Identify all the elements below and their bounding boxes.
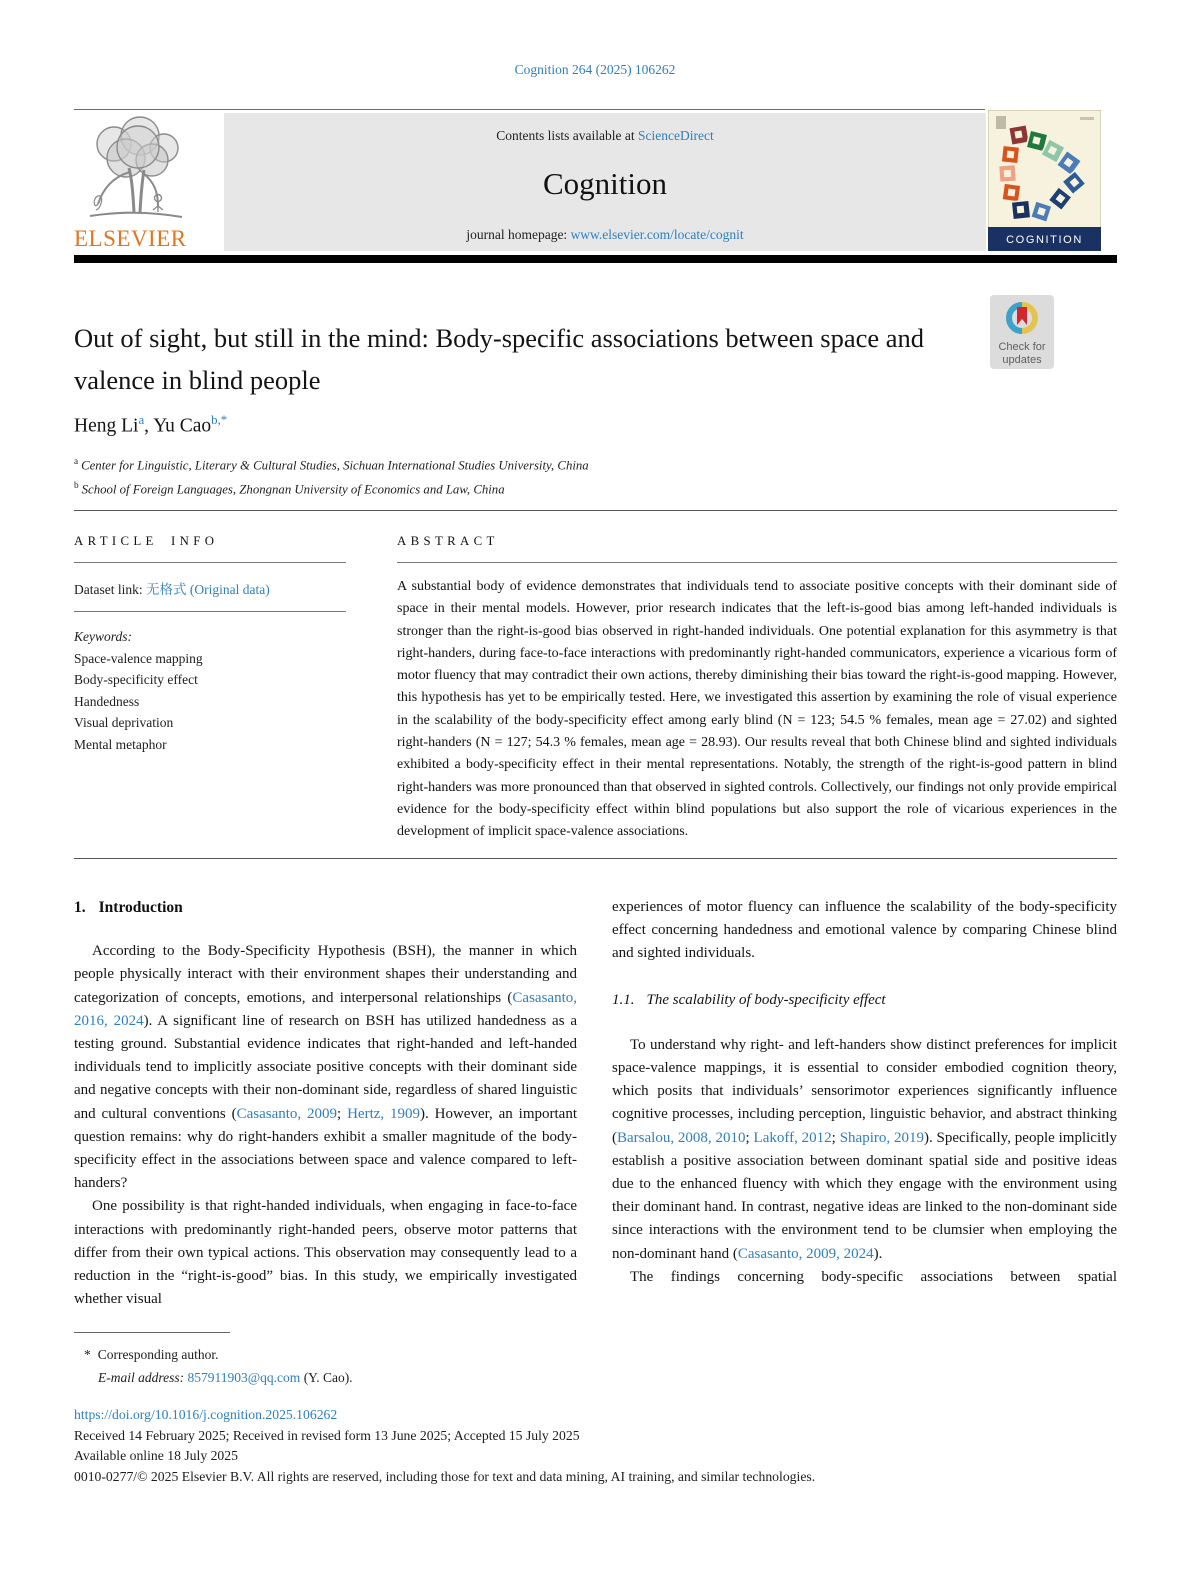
keyword-item: Body-specificity effect [74, 672, 198, 687]
abstract-rule [397, 562, 1117, 563]
header-top-rule [74, 109, 985, 110]
dataset-label: Dataset link: [74, 582, 143, 597]
info-abstract-top-rule [74, 510, 1117, 511]
authors-line [74, 413, 227, 438]
text-run: ). [873, 1245, 883, 1262]
text-run: Heng Li [74, 415, 139, 437]
contents-prefix: Contents lists available at [496, 128, 638, 143]
article-footer [74, 1405, 1117, 1487]
badge-line1: Check for [998, 341, 1046, 353]
text-run: , Yu Cao [144, 415, 212, 437]
subsection-number: 1.1. [612, 991, 635, 1008]
citation-link[interactable]: Casasanto, 2009 [236, 1105, 338, 1122]
dataset-link[interactable]: 无格式 (Original data) [145, 582, 270, 597]
available-online: Available online 18 July 2025 [74, 1448, 238, 1463]
keyword-item: Mental metaphor [74, 736, 167, 752]
affiliation-a-sup: a [74, 456, 79, 466]
footnote-block [74, 1343, 353, 1389]
received-dates: Received 14 February 2025; Received in revised form 13 June 2025; Accepted 15 July 2025 [74, 1427, 580, 1443]
journal-citation[interactable]: Cognition 264 (2025) 106262 [514, 62, 676, 77]
affiliations [74, 453, 589, 502]
affiliation-b-sup: b [74, 480, 79, 491]
corresponding-author-text: Corresponding author. [97, 1347, 219, 1362]
homepage-prefix: journal homepage: [466, 227, 571, 242]
section-heading-introduction [74, 896, 577, 919]
keywords-block [74, 626, 346, 755]
homepage-line [224, 227, 986, 243]
dataset-link-row [74, 578, 346, 598]
text-run: ; [337, 1105, 348, 1122]
scalability-paragraph-2: The findings concerning body-specific associations between spatial [630, 1268, 1117, 1285]
text-run: According to the Body-Specificity Hypothesis (BSH), the manner in which people physically interact with their environment shapes their understanding and categorization of concepts, emotions, and interpersonal relationships ( [74, 943, 577, 1006]
abstract-section [397, 534, 1117, 844]
abstract-heading: ABSTRACT [397, 534, 499, 548]
keywords-label: Keywords: [74, 629, 132, 644]
journal-cover-thumbnail[interactable] [988, 110, 1101, 251]
elsevier-tree-icon [74, 114, 198, 224]
author-superscript: a [138, 413, 145, 427]
cover-title: COGNITION [1006, 234, 1083, 246]
subsection-title: The scalability of body-specificity effect [646, 991, 886, 1008]
article-info-heading: ARTICLE INFO [74, 534, 219, 548]
citation-link[interactable]: Casasanto, 2016, 2024 [74, 989, 577, 1029]
section-number: 1. [74, 899, 86, 916]
journal-name: Cognition [542, 166, 667, 201]
badge-line2: updates [1002, 354, 1042, 366]
scalability-paragraph-1 [612, 1034, 1117, 1266]
header-divider-bar [74, 255, 1117, 263]
homepage-link[interactable]: www.elsevier.com/locate/cognit [570, 227, 744, 242]
article-title: Out of sight, but still in the mind: Body-specific associations between space and valence in blind people [74, 323, 925, 395]
text-run: ). Specifically, people implicitly establish a positive association between dominant spatial side and positive ideas due to the enhanced fluency with which they engage with the environment using their dominant hand. In contrast, negative ideas are linked to the non-dominant side since interactions with the environment tend to be clumsier when employing the non-dominant hand ( [612, 1129, 1117, 1262]
text-run: ; [831, 1129, 840, 1146]
text-run: To understand why right- and left-handers show distinct preferences for implicit space-valence mappings, it is essential to consider embodied cognition theory, which posits that individuals’ sensorimotor experiences significantly influence cognitive processes, including perception, linguistic behavior, and abstract thinking ( [612, 1036, 1117, 1146]
footnote-rule [74, 1332, 230, 1333]
citation-link[interactable]: Casasanto, 2009, 2024 [737, 1245, 874, 1262]
intro-paragraph-1 [74, 940, 577, 1195]
author-superscript: b,* [211, 413, 228, 427]
journal-header-box [224, 113, 986, 251]
elsevier-logo [74, 114, 198, 252]
text-run: ; [745, 1129, 754, 1146]
doi-link[interactable]: https://doi.org/10.1016/j.cognition.2025.106262 [74, 1407, 338, 1422]
body-left-column [74, 896, 577, 1311]
text-run: ). A significant line of research on BSH has utilized handedness as a testing ground. Substantial evidence indicates that right-handed and left-handed individuals tend to implicitly associate positive concepts with their dominant side and negative concepts with their non-dominant side, regardless of shared linguistic and cultural conventions ( [74, 1012, 578, 1122]
article-info-rule2 [74, 611, 346, 612]
email-suffix: (Y. Cao). [300, 1370, 353, 1385]
info-abstract-bottom-rule [74, 858, 1117, 859]
abstract-text: A substantial body of evidence demonstrates that individuals tend to associate positive concepts with their dominant side of space in their mental models. However, prior research indicates that the left-is-good bias among left-handed individuals is stronger than the right-is-good bias observed in right-handed individuals. One potential explanation for this asymmetry is that right-handers, during face-to-face interactions with predominantly right-handed communicators, experience a vicarious form of motor fluency that may contradict their own actions, thereby diminishing their bias toward the right-is-good mapping. However, this hypothesis has yet to be empirically tested. Here, we investigated this assertion by examining the role of visual experience in the scalability of the body-specificity effect among early blind (N = 123; 54.5 % females, mean age = 27.02) and sighted right-handers (N = 127; 54.3 % females, mean age = 28.93). Our results reveal that both Chinese blind and sighted individuals exhibited a body-specificity effect in their mental representations. Notably, the strength of the right-is-good pattern in blind right-handers was more pronounced than that observed in sighted controls. Collectively, our findings not only provide empirical evidence for the body-specificity effect within blind populations but also support the role of vicarious experiences in the development of implicit space-valence associations. [397, 579, 1117, 840]
email-link[interactable]: 857911903@qq.com [187, 1370, 301, 1385]
citation-link[interactable]: Hertz, 1909 [347, 1105, 421, 1122]
section-title: Introduction [98, 899, 183, 916]
text-run: ). However, an important question remains: why do right-handers exhibit a smaller magnitude of the body-specificity effect in the associations between space and valence compared to left-handers? [74, 1105, 577, 1192]
article-info-rule1 [74, 562, 346, 563]
intro-paragraph-continuation: experiences of motor fluency can influence the scalability of the body-specificity effect concerning handedness and emotional valence by comparing Chinese blind and sighted individuals. [612, 899, 1117, 962]
sciencedirect-link[interactable]: ScienceDirect [638, 128, 714, 143]
keyword-item: Space-valence mapping [74, 650, 203, 666]
elsevier-wordmark: ELSEVIER [74, 226, 187, 251]
footnote-star: * [84, 1347, 91, 1362]
article-info-section [74, 534, 346, 755]
cognition-cover-art-icon [988, 110, 1101, 251]
intro-paragraph-2: One possibility is that right-handed individuals, when engaging in face-to-face interactions with predominantly right-handed peers, observe motor patterns that differ from their own typical actions. This observation may consequently lead to a reduction in the “right-is-good” bias. In this study, we empirically investigated whether visual [74, 1198, 577, 1308]
body-right-column [612, 896, 1117, 1289]
email-line [98, 1366, 353, 1389]
email-label: E-mail address: [98, 1370, 185, 1385]
citation-link[interactable]: Shapiro, 2019 [839, 1129, 924, 1146]
citation-link[interactable]: Barsalou, 2008, 2010 [617, 1129, 746, 1146]
affiliation-b-text: School of Foreign Languages, Zhongnan University of Economics and Law, China [81, 482, 505, 497]
subsection-heading [612, 989, 1117, 1012]
affiliation-a-text: Center for Linguistic, Literary & Cultural Studies, Sichuan International Studies University, China [81, 458, 589, 473]
contents-line [224, 128, 986, 144]
affiliation-a [74, 453, 589, 477]
keyword-item: Handedness [74, 693, 140, 709]
corresponding-author-line [74, 1343, 353, 1366]
keyword-item: Visual deprivation [74, 715, 174, 730]
citation-link[interactable]: Lakoff, 2012 [753, 1129, 832, 1146]
affiliation-b [74, 477, 589, 501]
copyright-line: 0010-0277/© 2025 Elsevier B.V. All rights are reserved, including those for text and data mining, AI training, and similar technologies. [74, 1468, 816, 1484]
